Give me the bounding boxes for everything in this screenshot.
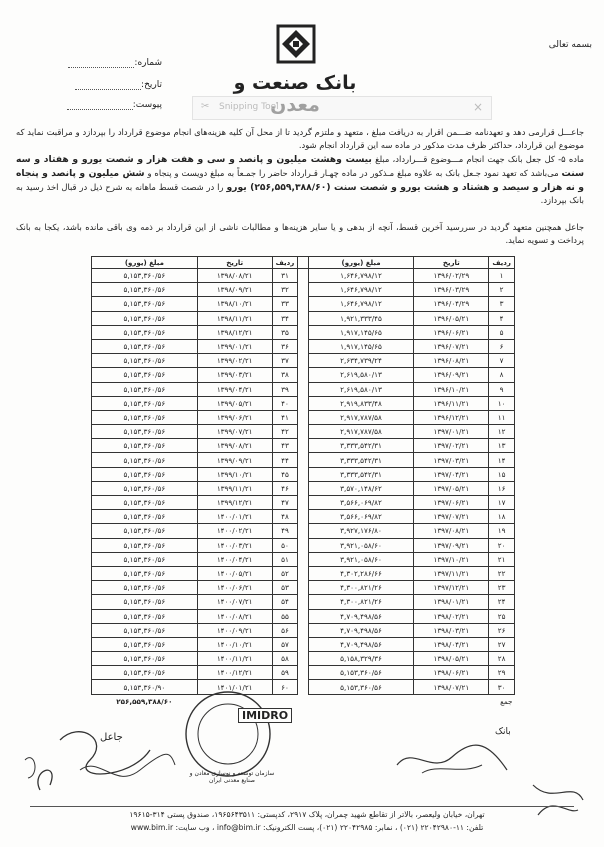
installment-number: ۱۲	[489, 425, 515, 439]
installment-date: ۱۳۹۹/۰۱/۲۱	[197, 339, 272, 353]
installment-number: ۲۶	[489, 623, 515, 637]
jael-signature-label: جاعل	[100, 732, 123, 743]
installment-date: ۱۴۰۰/۱۰/۲۱	[197, 637, 272, 651]
article-5-total: شش میلیون و پانصد و پنجاه و نه هزار و سیصد و هشتاد و هشت یورو و شصت سنت (۲۵۶,۵۵۹,۳۸۸/۶۰) یورو	[16, 167, 585, 193]
bismillah-text: بسمه تعالی	[548, 40, 592, 50]
installment-number: ۱	[489, 269, 515, 283]
table-row	[92, 538, 515, 552]
installment-date: ۱۳۹۶/۰۷/۲۱	[414, 339, 489, 353]
installment-number: ۵۴	[272, 595, 298, 609]
installment-date: ۱۳۹۶/۰۳/۲۹	[414, 283, 489, 297]
installment-date: ۱۳۹۶/۱۱/۲۱	[414, 396, 489, 410]
installment-number: ۳۶	[272, 339, 298, 353]
installment-date: ۱۳۹۹/۰۵/۲۱	[197, 396, 272, 410]
installment-number: ۵	[489, 325, 515, 339]
installment-date: ۱۳۹۸/۱۰/۲۱	[197, 297, 272, 311]
installment-number: ۴۸	[272, 510, 298, 524]
installment-date: ۱۳۹۸/۱۱/۲۱	[197, 311, 272, 325]
footer-divider	[30, 806, 574, 807]
close-icon[interactable]: ×	[472, 100, 483, 114]
imidro-logo-text: IMIDRO	[238, 708, 292, 723]
installment-amount: ۳,۵۶۶,۰۶۹/۸۲	[308, 510, 414, 524]
bank-signature-label: بانک	[495, 727, 511, 737]
installment-number: ۳۸	[272, 368, 298, 382]
installment-amount: ۵,۱۵۳,۳۶۰/۵۶	[92, 283, 198, 297]
table-row	[92, 652, 515, 666]
installment-number: ۱۵	[489, 467, 515, 481]
installment-number: ۳۱	[272, 269, 298, 283]
installment-date: ۱۳۹۸/۰۸/۲۱	[197, 269, 272, 283]
table-row	[92, 269, 515, 283]
installment-date: ۱۳۹۷/۰۳/۲۱	[414, 453, 489, 467]
installment-number: ۱۷	[489, 496, 515, 510]
table-row	[92, 637, 515, 651]
table-row	[92, 680, 515, 694]
installment-date: ۱۳۹۸/۰۱/۲۱	[414, 595, 489, 609]
table-row	[92, 524, 515, 538]
installment-date: ۱۳۹۷/۱۲/۲۱	[414, 581, 489, 595]
installment-amount: ۵,۱۵۳,۳۶۰/۵۶	[92, 439, 198, 453]
table-row	[92, 609, 515, 623]
installment-date: ۱۴۰۱/۰۱/۲۱	[197, 680, 272, 694]
table-row	[92, 382, 515, 396]
installment-amount: ۴,۷۰۹,۴۹۸/۵۶	[308, 609, 414, 623]
installment-date: ۱۳۹۸/۰۹/۲۱	[197, 283, 272, 297]
installment-date: ۱۳۹۹/۰۲/۲۱	[197, 354, 272, 368]
installment-number: ۴۹	[272, 524, 298, 538]
installment-date: ۱۳۹۶/۰۲/۲۹	[414, 269, 489, 283]
installment-amount: ۱,۹۱۷,۱۴۵/۶۵	[308, 339, 414, 353]
installment-date: ۱۴۰۰/۰۷/۲۱	[197, 595, 272, 609]
installment-amount: ۵,۱۵۳,۳۶۰/۵۶	[308, 680, 414, 694]
installment-number: ۲۵	[489, 609, 515, 623]
installment-date: ۱۳۹۷/۰۱/۲۱	[414, 425, 489, 439]
date-label: تاریخ:	[141, 80, 162, 90]
installment-amount: ۵,۱۵۳,۳۶۰/۵۶	[92, 311, 198, 325]
installment-number: ۳۰	[489, 680, 515, 694]
installment-number: ۴۳	[272, 439, 298, 453]
installment-number: ۳۹	[272, 382, 298, 396]
installment-number: ۷	[489, 354, 515, 368]
installment-amount: ۴,۳۰۰,۸۲۱/۲۶	[308, 595, 414, 609]
installment-number: ۲۸	[489, 652, 515, 666]
installment-date: ۱۳۹۷/۰۲/۲۱	[414, 439, 489, 453]
article-5-end: را در شصت قسط ماهانه به شرح ذیل در قبال اخذ رسید به بانک بپردازد.	[16, 181, 584, 206]
installment-amount: ۳,۵۶۶,۰۶۹/۸۲	[308, 496, 414, 510]
installment-date: ۱۳۹۹/۰۸/۲۱	[197, 439, 272, 453]
table-row	[92, 666, 515, 680]
installment-number: ۲۱	[489, 552, 515, 566]
installment-date: ۱۳۹۹/۱۱/۲۱	[197, 481, 272, 495]
installment-amount: ۳,۹۲۷,۱۷۶/۸۰	[308, 524, 414, 538]
header-date-right: تاریخ	[414, 257, 489, 269]
installment-amount: ۵,۱۵۳,۳۶۰/۵۶	[92, 510, 198, 524]
installment-amount: ۱,۶۴۶,۷۹۸/۱۲	[308, 297, 414, 311]
installment-amount: ۵,۱۵۳,۳۶۰/۵۶	[92, 538, 198, 552]
table-row	[92, 467, 515, 481]
installment-date: ۱۴۰۰/۰۵/۲۱	[197, 566, 272, 580]
installment-date: ۱۴۰۰/۰۲/۲۱	[197, 524, 272, 538]
installment-amount: ۳,۳۳۳,۵۴۲/۳۱	[308, 439, 414, 453]
table-row	[92, 354, 515, 368]
snipping-tool-overlay[interactable]	[192, 96, 492, 120]
header-date-left: تاریخ	[197, 257, 272, 269]
installment-number: ۴۱	[272, 410, 298, 424]
installment-amount: ۵,۱۵۳,۳۶۰/۵۶	[92, 496, 198, 510]
installment-date: ۱۳۹۶/۱۰/۲۱	[414, 382, 489, 396]
table-row	[92, 552, 515, 566]
installment-amount: ۵,۱۵۳,۳۶۰/۵۶	[92, 524, 198, 538]
installment-date: ۱۳۹۷/۰۸/۲۱	[414, 524, 489, 538]
installment-number: ۱۰	[489, 396, 515, 410]
installment-number: ۹	[489, 382, 515, 396]
table-row	[92, 311, 515, 325]
installment-date: ۱۳۹۷/۰۶/۲۱	[414, 496, 489, 510]
installment-amount: ۵,۱۵۳,۳۶۰/۵۶	[92, 666, 198, 680]
paragraph-final-settlement: جاعل همچنین متعهد گردید در سررسید آخرین قسط، آنچه از بدهی و یا سایر هزینه‌ها و مطالبات ناشی از این قرارداد بر ذمه وی باقی مانده باشد، یکجا به بانک پرداخت و تسویه نماید.	[16, 222, 584, 245]
installment-amount: ۱,۶۴۶,۷۹۸/۱۲	[308, 283, 414, 297]
installment-date: ۱۳۹۹/۱۲/۲۱	[197, 496, 272, 510]
installment-number: ۵۱	[272, 552, 298, 566]
installment-amount: ۱,۶۴۶,۷۹۸/۱۲	[308, 269, 414, 283]
installment-amount: ۱,۹۲۱,۳۳۳/۴۵	[308, 311, 414, 325]
installment-number: ۵۰	[272, 538, 298, 552]
installment-date: ۱۳۹۷/۰۹/۲۱	[414, 538, 489, 552]
installment-number: ۴۰	[272, 396, 298, 410]
installment-amount: ۵,۱۵۳,۳۶۰/۵۶	[92, 481, 198, 495]
header-amount-left: مبلغ (یورو)	[92, 257, 198, 269]
bank-logo	[276, 24, 316, 64]
installment-number: ۱۴	[489, 453, 515, 467]
installment-amount: ۲,۶۱۹,۵۸۰/۱۳	[308, 368, 414, 382]
total-amount: ۲۵۶,۵۵۹,۳۸۸/۶۰	[116, 696, 173, 706]
installment-number: ۲۹	[489, 666, 515, 680]
installment-date: ۱۳۹۷/۰۴/۲۱	[414, 467, 489, 481]
installment-date: ۱۴۰۰/۱۲/۲۱	[197, 666, 272, 680]
number-label: شماره:	[134, 58, 162, 68]
installment-amount: ۵,۱۵۳,۳۶۰/۵۶	[92, 354, 198, 368]
installment-number: ۲۴	[489, 595, 515, 609]
installment-amount: ۳,۳۳۳,۵۴۲/۳۱	[308, 453, 414, 467]
installment-number: ۸	[489, 368, 515, 382]
installment-date: ۱۳۹۸/۰۷/۲۱	[414, 680, 489, 694]
installment-amount: ۴,۷۰۹,۴۹۸/۵۶	[308, 623, 414, 637]
installment-number: ۴۵	[272, 467, 298, 481]
installment-date: ۱۳۹۹/۰۴/۲۱	[197, 382, 272, 396]
installment-date: ۱۴۰۰/۰۴/۲۱	[197, 552, 272, 566]
installment-date: ۱۴۰۰/۰۶/۲۱	[197, 581, 272, 595]
installment-amount: ۵,۱۵۳,۳۶۰/۵۶	[92, 467, 198, 481]
installment-number: ۱۱	[489, 410, 515, 424]
table-row	[92, 339, 515, 353]
installment-date: ۱۳۹۸/۰۵/۲۱	[414, 652, 489, 666]
installment-number: ۵۸	[272, 652, 298, 666]
table-row	[92, 481, 515, 495]
installment-date: ۱۳۹۹/۰۷/۲۱	[197, 425, 272, 439]
installment-number: ۱۳	[489, 439, 515, 453]
installment-date: ۱۳۹۷/۱۱/۲۱	[414, 566, 489, 580]
footer-contact: تلفن: ۱۱-۲۲۰۴۲۹۸۰ (۰۲۱) ، نمابر: ۲۲۰۴۲۹۸۵ (۰۲۱)، پست الکترونیک: info@bim.ir ، وب سایت: www.bim.ir	[130, 823, 484, 832]
installment-date: ۱۴۰۰/۰۱/۲۱	[197, 510, 272, 524]
installment-amount: ۵,۱۵۳,۳۶۰/۵۶	[92, 581, 198, 595]
number-field	[42, 58, 162, 68]
attachment-field	[42, 100, 162, 110]
installment-amount: ۲,۶۱۹,۵۸۰/۱۳	[308, 382, 414, 396]
installment-date: ۱۳۹۸/۰۲/۲۱	[414, 609, 489, 623]
installment-amount: ۳,۳۳۳,۵۴۲/۳۱	[308, 467, 414, 481]
installment-number: ۳۳	[272, 297, 298, 311]
header-amount-right: مبلغ (یورو)	[308, 257, 414, 269]
installment-amount: ۵,۱۵۳,۳۶۰/۵۶	[92, 595, 198, 609]
installment-amount: ۵,۱۵۳,۳۶۰/۵۶	[92, 566, 198, 580]
installment-amount: ۲,۹۱۷,۷۸۷/۵۸	[308, 410, 414, 424]
installment-table	[91, 256, 515, 708]
snipping-tool-title: Snipping Tool	[219, 102, 279, 112]
table-row	[92, 566, 515, 580]
installment-number: ۶	[489, 339, 515, 353]
table-row	[92, 623, 515, 637]
installment-amount: ۳,۹۲۱,۰۵۸/۶۰	[308, 552, 414, 566]
installment-amount: ۵,۱۵۳,۳۶۰/۵۶	[92, 368, 198, 382]
installment-number: ۲۲	[489, 566, 515, 580]
installment-number: ۴۲	[272, 425, 298, 439]
bank-signature	[392, 735, 512, 780]
installment-number: ۲۷	[489, 637, 515, 651]
bank-name: بانک صنعت و	[233, 72, 357, 94]
installment-date: ۱۳۹۹/۰۶/۲۱	[197, 410, 272, 424]
installment-amount: ۴,۳۰۲,۲۸۶/۶۶	[308, 566, 414, 580]
installment-date: ۱۳۹۸/۰۶/۲۱	[414, 666, 489, 680]
installment-number: ۶۰	[272, 680, 298, 694]
installment-number: ۱۶	[489, 481, 515, 495]
installment-number: ۳	[489, 297, 515, 311]
installment-amount: ۱,۹۱۷,۱۴۵/۶۵	[308, 325, 414, 339]
installment-date: ۱۳۹۸/۰۳/۲۱	[414, 623, 489, 637]
installment-amount: ۳,۹۲۱,۰۵۸/۶۰	[308, 538, 414, 552]
installment-number: ۲۰	[489, 538, 515, 552]
installment-date: ۱۳۹۸/۰۴/۲۱	[414, 637, 489, 651]
installment-date: ۱۳۹۶/۰۸/۲۱	[414, 354, 489, 368]
installment-date: ۱۳۹۹/۱۰/۲۱	[197, 467, 272, 481]
article-5-amount: بیست وهشت میلیون و پانصد و سی و هفت هزار و شصت یورو و هفتاد و سه سنت	[16, 154, 584, 179]
table-row	[92, 453, 515, 467]
installment-date: ۱۳۹۶/۰۶/۲۱	[414, 325, 489, 339]
installment-amount: ۲,۶۳۴,۷۳۹/۲۴	[308, 354, 414, 368]
installment-number: ۳۵	[272, 325, 298, 339]
installment-amount: ۲,۹۱۷,۷۸۷/۵۸	[308, 425, 414, 439]
installment-number: ۲۳	[489, 581, 515, 595]
installment-date: ۱۳۹۷/۱۰/۲۱	[414, 552, 489, 566]
table-row	[92, 510, 515, 524]
installment-number: ۵۶	[272, 623, 298, 637]
table-row	[92, 297, 515, 311]
attachment-label: پیوست:	[132, 100, 162, 110]
table-row	[92, 581, 515, 595]
installment-amount: ۵,۱۵۳,۳۶۰/۵۶	[92, 269, 198, 283]
table-row	[92, 496, 515, 510]
installment-amount: ۵,۱۵۳,۳۶۰/۵۶	[92, 609, 198, 623]
header-row-left: ردیف	[272, 257, 298, 269]
installment-number: ۵۲	[272, 566, 298, 580]
installment-date: ۱۳۹۹/۰۳/۲۱	[197, 368, 272, 382]
installment-number: ۵۵	[272, 609, 298, 623]
installment-number: ۴۶	[272, 481, 298, 495]
installment-date: ۱۳۹۶/۱۲/۲۱	[414, 410, 489, 424]
installment-number: ۳۷	[272, 354, 298, 368]
stamp-org-text: سازمان توسعه و نوسازی معادن و صنایع معدنی ایران	[189, 770, 275, 784]
installment-number: ۵۳	[272, 581, 298, 595]
installment-amount: ۵,۱۵۳,۳۶۰/۵۶	[92, 396, 198, 410]
installment-number: ۴۴	[272, 453, 298, 467]
installment-date: ۱۴۰۰/۰۸/۲۱	[197, 609, 272, 623]
installment-number: ۱۹	[489, 524, 515, 538]
installment-amount: ۳,۵۷۰,۱۴۸/۶۲	[308, 481, 414, 495]
installment-number: ۴۷	[272, 496, 298, 510]
installment-amount: ۵,۱۵۳,۳۶۰/۵۶	[92, 297, 198, 311]
installment-number: ۳۴	[272, 311, 298, 325]
date-field	[42, 80, 162, 90]
table-row	[92, 425, 515, 439]
installment-amount: ۵,۱۵۳,۳۶۰/۵۶	[92, 623, 198, 637]
installment-date: ۱۳۹۷/۰۵/۲۱	[414, 481, 489, 495]
footer-address: تهران، خیابان ولیعصر، بالاتر از تقاطع شهید چمران، پلاک ۲۹۱۷، کدپستی: ۱۹۶۵۶۴۳۵۱۱، صندوق پستی ۳۱۴-۱۹۶۱۵	[129, 810, 485, 819]
installment-amount: ۵,۱۵۳,۳۶۰/۵۶	[92, 637, 198, 651]
installment-amount: ۵,۱۵۳,۳۶۰/۵۶	[308, 666, 414, 680]
article-5-text: می‌باشد که تعهد نمود جـعل بانک به علاوه مبلغ مـذکور در ماده چهـار قـرارداد حاضر را جمـعاً به مبلغ دویست و پنجاه و	[147, 167, 559, 178]
installment-number: ۳۲	[272, 283, 298, 297]
installment-amount: ۵,۱۵۸,۳۲۹/۳۶	[308, 652, 414, 666]
installment-amount: ۵,۱۵۳,۳۶۰/۵۶	[92, 652, 198, 666]
installment-date: ۱۴۰۰/۱۱/۲۱	[197, 652, 272, 666]
installment-amount: ۵,۱۵۳,۳۶۰/۵۶	[92, 453, 198, 467]
paragraph-article-5	[16, 153, 584, 207]
installment-number: ۵۹	[272, 666, 298, 680]
table-row	[92, 283, 515, 297]
installment-amount: ۵,۱۵۳,۳۶۰/۵۶	[92, 425, 198, 439]
installment-amount: ۵,۱۵۳,۳۶۰/۵۶	[92, 382, 198, 396]
installment-date: ۱۳۹۹/۰۹/۲۱	[197, 453, 272, 467]
paragraph-intro: جاعـــل قرارمی دهد و تعهدنامه ضـــمن اقرار به دریافت مبلغ ، متعهد و ملتزم گردید تا از محل آن کلیه هزینه‌های انجام موضوع قرارداد را بپردازد و مراقبت نماید که موضوع این قرارداد، حداکثر ظرف مدت مذکور در ماده سه این قرارداد انجام شود.	[16, 127, 584, 150]
installment-amount: ۵,۱۵۳,۳۶۰/۹۰	[92, 680, 198, 694]
table-row	[92, 368, 515, 382]
installment-amount: ۲,۹۱۹,۸۳۳/۴۸	[308, 396, 414, 410]
table-row	[92, 595, 515, 609]
imidro-stamp	[182, 688, 274, 780]
installment-date: ۱۴۰۰/۰۳/۲۱	[197, 538, 272, 552]
scissors-icon: ✂	[201, 101, 210, 112]
installment-amount: ۴,۳۰۰,۸۲۱/۲۶	[308, 581, 414, 595]
installment-number: ۴	[489, 311, 515, 325]
installment-amount: ۵,۱۵۳,۳۶۰/۵۶	[92, 325, 198, 339]
table-row	[92, 410, 515, 424]
article-5-prefix: ماده ۵- کل جعل بانک جهت انجام مـــوضوع قـــرارداد، مبلغ	[375, 154, 584, 164]
installment-amount: ۴,۷۰۹,۴۹۸/۵۶	[308, 637, 414, 651]
installment-date: ۱۴۰۰/۰۹/۲۱	[197, 623, 272, 637]
total-label: جمع	[500, 696, 513, 706]
table-row	[92, 439, 515, 453]
header-row-right: ردیف	[489, 257, 515, 269]
installment-date: ۱۳۹۷/۰۷/۲۱	[414, 510, 489, 524]
installment-amount: ۵,۱۵۳,۳۶۰/۵۶	[92, 410, 198, 424]
installment-date: ۱۳۹۶/۰۴/۲۹	[414, 297, 489, 311]
table-row	[92, 396, 515, 410]
installment-date: ۱۳۹۶/۰۹/۲۱	[414, 368, 489, 382]
installment-date: ۱۳۹۶/۰۵/۲۱	[414, 311, 489, 325]
installment-date: ۱۳۹۸/۱۲/۲۱	[197, 325, 272, 339]
installment-amount: ۵,۱۵۳,۳۶۰/۵۶	[92, 552, 198, 566]
installment-number: ۵۷	[272, 637, 298, 651]
installment-number: ۲	[489, 283, 515, 297]
table-row	[92, 325, 515, 339]
installment-number: ۱۸	[489, 510, 515, 524]
installment-amount: ۵,۱۵۳,۳۶۰/۵۶	[92, 339, 198, 353]
jael-signature	[20, 700, 180, 800]
table-header-row	[92, 257, 515, 269]
